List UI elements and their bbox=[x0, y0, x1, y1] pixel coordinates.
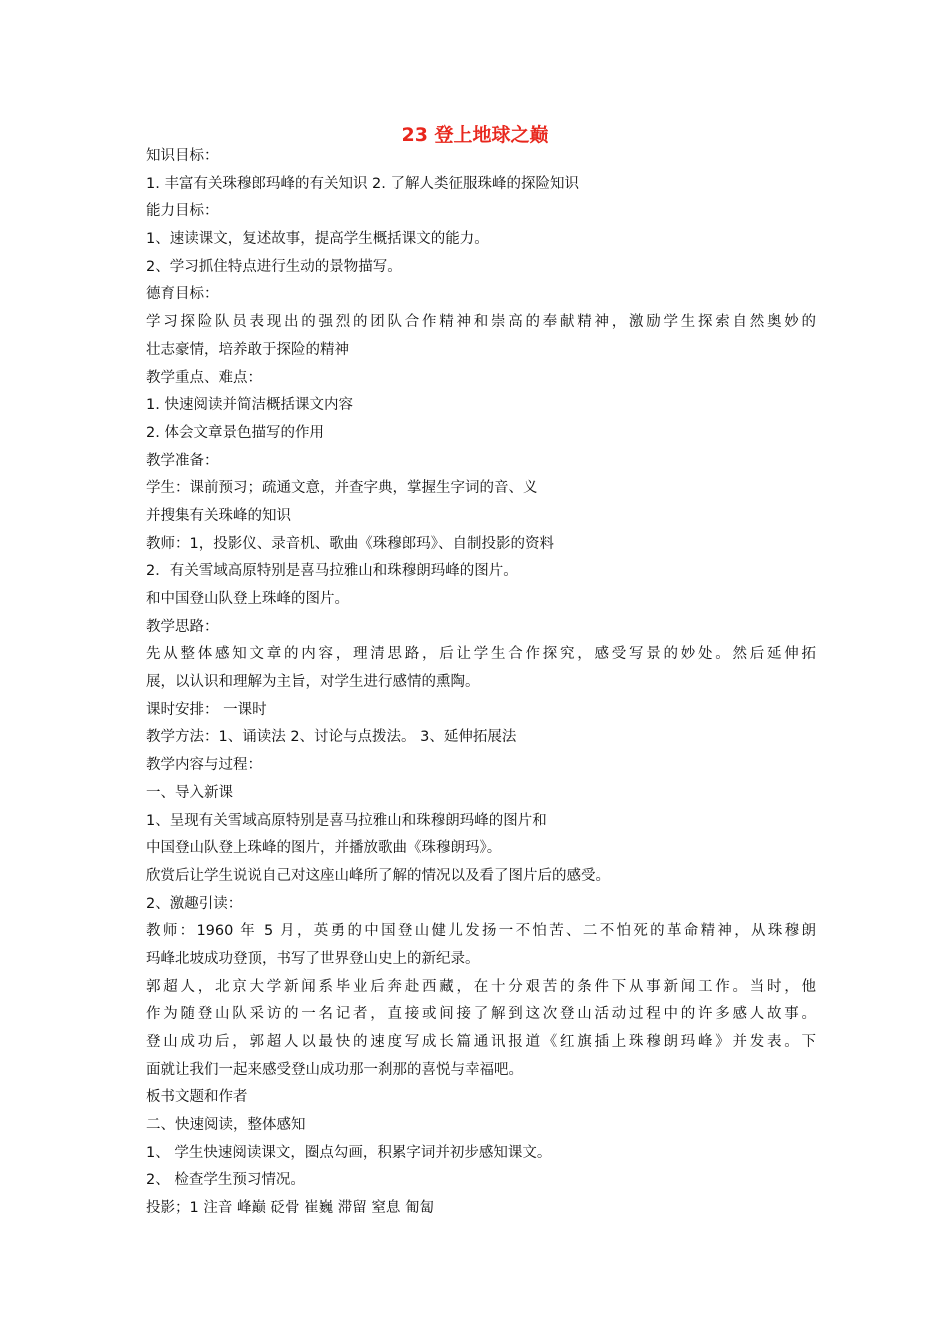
text-line: 教学思路： bbox=[146, 618, 219, 635]
text-line: 2、 检查学生预习情况。 bbox=[146, 1172, 305, 1189]
text-line: 知识目标： bbox=[146, 148, 219, 164]
text-line: 中国登山队登上珠峰的图片，并播放歌曲《珠穆朗玛》。 bbox=[146, 840, 502, 857]
text-line: 学生：课前预习；疏通文意，并查字典，掌握生字词的音、义 bbox=[146, 480, 538, 497]
text-line: 教学准备： bbox=[146, 452, 219, 469]
text-line: 1、速读课文，复述故事，提高学生概括课文的能力。 bbox=[146, 231, 489, 248]
text-line: 先从整体感知文章的内容，理清思路，后让学生合作探究，感受写景的妙处。然后延伸拓 bbox=[146, 646, 816, 663]
text-line: 教学内容与过程： bbox=[146, 757, 262, 774]
text-line: 2、学习抓住特点进行生动的景物描写。 bbox=[146, 258, 402, 275]
text-line: 一、导入新课 bbox=[146, 784, 233, 801]
text-line: 登山成功后，郭超人以最快的速度写成长篇通讯报道《红旗插上珠穆朗玛峰》并发表。下 bbox=[146, 1034, 816, 1050]
document-title: 23 登上地球之巅 bbox=[401, 124, 549, 146]
text-line: 1、呈现有关雪域高原特别是喜马拉雅山和珠穆朗玛峰的图片和 bbox=[146, 812, 547, 829]
text-line: 2、激趣引读： bbox=[146, 895, 243, 912]
text-line: 教师：1960 年 5 月，英勇的中国登山健儿发扬一不怕苦、二不怕死的革命精神，从珠穆朗 bbox=[146, 923, 816, 940]
text-line: 并搜集有关珠峰的知识 bbox=[146, 507, 291, 524]
text-line: 欣赏后让学生说说自己对这座山峰所了解的情况以及看了图片后的感受。 bbox=[146, 867, 610, 884]
text-line: 能力目标： bbox=[146, 203, 219, 220]
text-line: 作为随登山队采访的一名记者，直接或间接了解到这次登山活动过程中的许多感人故事。 bbox=[146, 1006, 816, 1023]
text-line: 壮志豪情，培养敢于探险的精神 bbox=[146, 341, 349, 358]
text-line: 1、 学生快速阅读课文，圈点勾画，积累字词并初步感知课文。 bbox=[146, 1144, 552, 1161]
text-line: 郭超人，北京大学新闻系毕业后奔赴西藏，在十分艰苦的条件下从事新闻工作。当时，他 bbox=[146, 978, 816, 995]
text-line: 1. 快速阅读并简洁概括课文内容 bbox=[146, 397, 353, 414]
text-line: 教师：1，投影仪、录音机、歌曲《珠穆郎玛》、自制投影的资料 bbox=[146, 535, 554, 552]
text-line: 和中国登山队登上珠峰的图片。 bbox=[146, 591, 349, 607]
text-line: 投影；1 注音 峰巅 砭骨 崔巍 滞留 窒息 匍匐 bbox=[146, 1200, 434, 1217]
text-line: 2．有关雪域高原特别是喜马拉雅山和珠穆朗玛峰的图片。 bbox=[146, 563, 518, 580]
text-line: 教学方法：1、诵读法 2、讨论与点拨法。 3、延伸拓展法 bbox=[146, 729, 517, 746]
text-line: 面就让我们一起来感受登山成功那一刹那的喜悦与幸福吧。 bbox=[146, 1061, 523, 1078]
document-body bbox=[146, 143, 816, 1223]
text-line: 二、快速阅读，整体感知 bbox=[146, 1117, 306, 1134]
text-line: 德育目标： bbox=[146, 286, 219, 303]
text-line: 展，以认识和理解为主旨，对学生进行感情的熏陶。 bbox=[146, 674, 480, 691]
text-line: 2. 体会文章景色描写的作用 bbox=[146, 424, 324, 441]
text-line: 课时安排： 一课时 bbox=[146, 701, 267, 718]
text-line: 板书文题和作者 bbox=[146, 1089, 248, 1106]
text-line: 玛峰北坡成功登顶，书写了世界登山史上的新纪录。 bbox=[146, 950, 480, 967]
text-line: 教学重点、难点： bbox=[146, 369, 262, 386]
text-line: 1. 丰富有关珠穆郎玛峰的有关知识 2. 了解人类征服珠峰的探险知识 bbox=[146, 175, 579, 192]
text-line: 学习探险队员表现出的强烈的团队合作精神和崇高的奉献精神，激励学生探索自然奥妙的 bbox=[146, 314, 816, 331]
